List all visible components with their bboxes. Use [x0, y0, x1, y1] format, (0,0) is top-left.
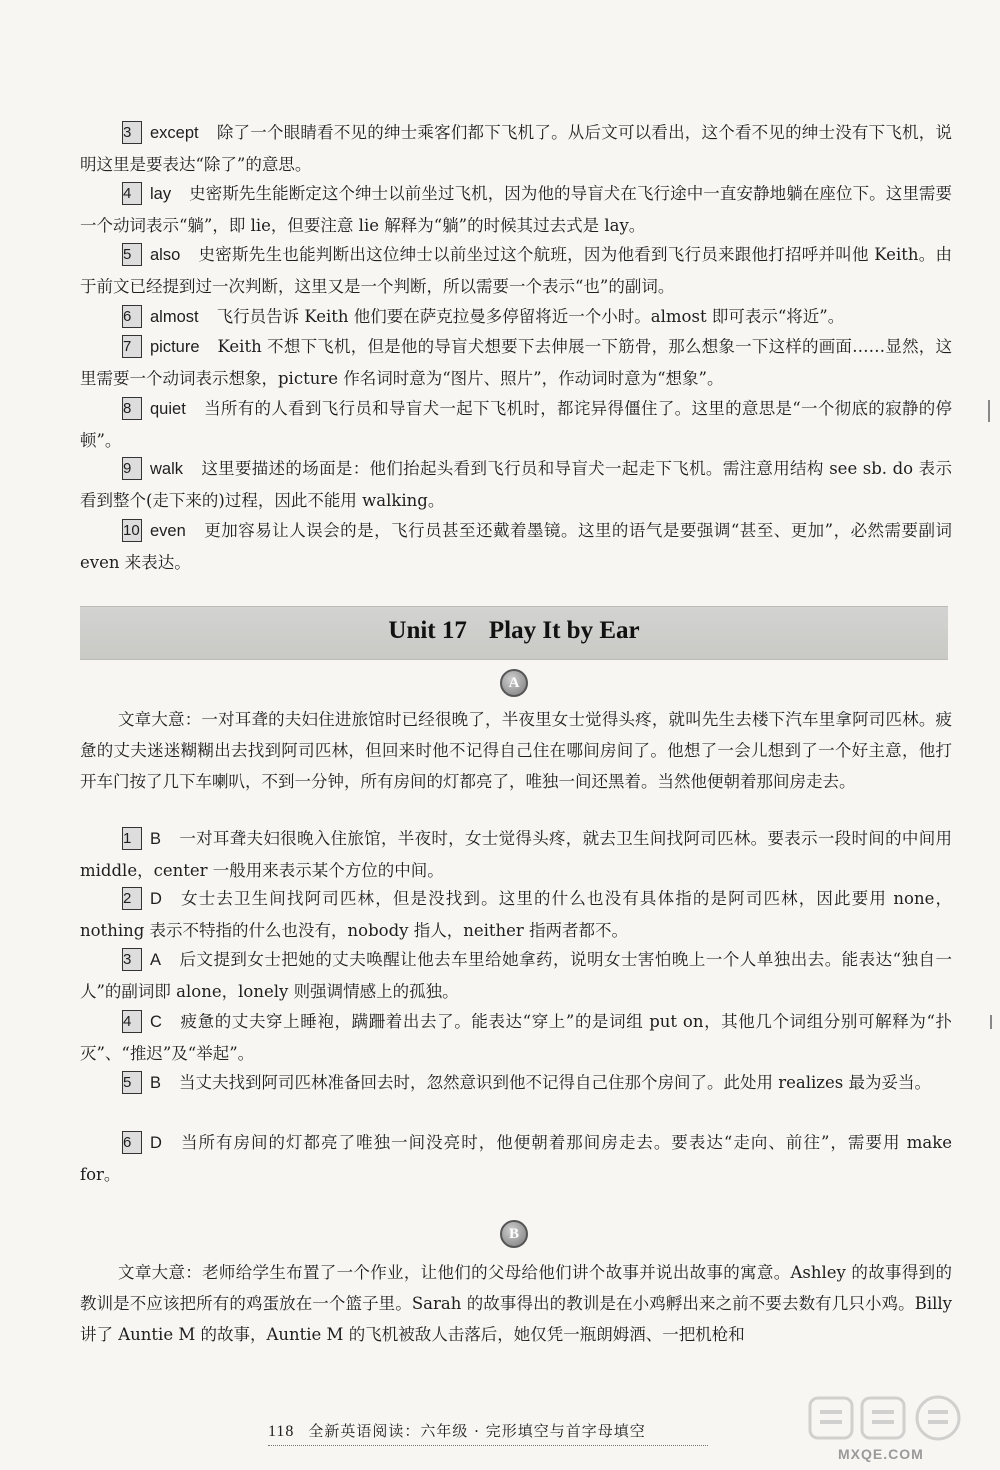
scan-mark: [988, 400, 990, 422]
section-a-badge: A: [500, 669, 528, 697]
explanation-text: 后文提到女士把她的丈夫唤醒让他去车里给她拿药，说明女士害怕晚上一个人单独出去。能表达“独自一人”的副词即 alone，lonely 则强调情感上的孤独。: [80, 950, 952, 1001]
explanation-item: [80, 331, 952, 394]
section-b-badge: B: [500, 1220, 528, 1248]
answer-word: picture: [150, 338, 200, 356]
footer-divider: [268, 1445, 708, 1446]
explanation-text: 当丈夫找到阿司匹林准备回去时，忽然意识到他不记得自己住那个房间了。此处用 realizes 最为妥当。: [179, 1073, 931, 1092]
item-number: 6: [122, 305, 142, 328]
explanation-item: [80, 117, 952, 180]
answer-word: even: [150, 522, 186, 540]
explanation-item: [80, 393, 952, 456]
section-b-summary: 文章大意：老师给学生布置了一个作业，让他们的父母给他们讲个故事并说出故事的寓意。Ashley 的故事得到的教训是不应该把所有的鸡蛋放在一个篮子里。Sarah 的故事得出的教训是在小鸡孵出来之前不要去数有几只小鸡。Billy 讲了 Auntie M 的故事，Auntie M 的飞机被敌人击落后，她仅凭一瓶朗姆酒、一把机枪和: [80, 1263, 952, 1344]
explanation-text: 更加容易让人误会的是，飞行员甚至还戴着墨镜。这里的语气是要强调“甚至、更加”，必然需要副词 even 来表达。: [80, 521, 952, 572]
explanation-item: [80, 1067, 952, 1099]
explanation-item: [80, 1006, 952, 1069]
item-number: 5: [122, 243, 142, 266]
explanation-text: 当所有房间的灯都亮了唯独一间没亮时，他便朝着那间房走去。要表达“走向、前往”，需要用 make for。: [80, 1133, 952, 1184]
explanation-text: 除了一个眼睛看不见的绅士乘客们都下飞机了。从后文可以看出，这个看不见的绅士没有下飞机，说明这里是要表达“除了”的意思。: [80, 123, 952, 174]
answer-letter: B: [150, 1074, 162, 1092]
answer-letter: A: [150, 951, 162, 969]
explanation-item: [80, 944, 952, 1007]
item-number: 8: [122, 397, 142, 420]
item-number: 3: [122, 121, 142, 144]
section-a-summary: 文章大意：一对耳聋的夫妇住进旅馆时已经很晚了，半夜里女士觉得头疼，就叫先生去楼下汽车里拿阿司匹林。疲惫的丈夫迷迷糊糊出去找到阿司匹林，但回来时他不记得自己住在哪间房间了。他想了一会儿想到了一个好主意，他打开车门按了几下车喇叭，不到一分钟，所有房间的灯都亮了，唯独一间还黑着。当然他便朝着那间房走去。: [80, 710, 952, 791]
book-title: 全新英语阅读：六年级 · 完形填空与首字母填空: [308, 1422, 646, 1440]
explanation-text: 史密斯先生能断定这个绅士以前坐过飞机，因为他的导盲犬在飞行途中一直安静地躺在座位下。这里需要一个动词表示“躺”，即 lie，但要注意 lie 解释为“躺”的时候其过去式是 lay。: [80, 184, 952, 235]
answer-word: walk: [150, 460, 184, 478]
explanation-item: [80, 883, 952, 946]
explanation-text: Keith 不想下飞机，但是他的导盲犬想要下去伸展一下筋骨，那么想象一下这样的画面……显然，这里需要一个动词表示想象，picture 作名词时意为“图片、照片”，作动词时意为“想象”。: [80, 337, 952, 388]
explanation-item: [80, 178, 952, 241]
item-number: 7: [122, 335, 142, 358]
answer-letter: D: [150, 1134, 162, 1152]
page-footer: [268, 1420, 646, 1441]
answer-letter: B: [150, 830, 162, 848]
item-number: 3: [122, 948, 142, 971]
answer-letter: C: [150, 1013, 162, 1031]
item-number: 6: [122, 1131, 142, 1154]
answer-word: almost: [150, 308, 199, 326]
answer-word: except: [150, 124, 199, 142]
page-number: 118: [268, 1423, 295, 1440]
explanation-text: 疲惫的丈夫穿上睡袍，蹒跚着出去了。能表达“穿上”的是词组 put on，其他几个词组分别可解释为“扑灭”、“推迟”及“举起”。: [80, 1012, 952, 1063]
item-number: 5: [122, 1071, 142, 1094]
explanation-item: [80, 1127, 952, 1190]
answer-word: lay: [150, 185, 172, 203]
explanation-text: 飞行员告诉 Keith 他们要在萨克拉曼多停留将近一个小时。almost 即可表示“将近”。: [216, 307, 845, 326]
explanation-text: 这里要描述的场面是：他们抬起头看到飞行员和导盲犬一起走下飞机。需注意用结构 see sb. do 表示看到整个(走下来的)过程，因此不能用 walking。: [80, 459, 952, 510]
unit-number: Unit 17: [388, 617, 467, 644]
item-number: 1: [122, 827, 142, 850]
explanation-text: 当所有的人看到飞行员和导盲犬一起下飞机时，都诧异得僵住了。这里的意思是“一个彻底的寂静的停顿”。: [80, 399, 952, 450]
explanation-item: [80, 301, 952, 333]
item-number: 9: [122, 457, 142, 480]
explanation-item: [80, 239, 952, 302]
item-number: 4: [122, 182, 142, 205]
unit-name: Play It by Ear: [488, 617, 640, 644]
item-number: 4: [122, 1010, 142, 1033]
explanation-text: 一对耳聋夫妇很晚入住旅馆，半夜时，女士觉得头疼，就去卫生间找阿司匹林。要表示一段时间的中间用 middle，center 一般用来表示某个方位的中间。: [80, 829, 952, 880]
watermark-text: MXQE.COM: [838, 1446, 924, 1462]
explanation-text: 女士去卫生间找阿司匹林，但是没找到。这里的什么也没有具体指的是阿司匹林，因此要用 none，nothing 表示不特指的什么也没有，nobody 指人，neither 指两者都不。: [80, 889, 952, 940]
answer-word: also: [150, 246, 181, 264]
answer-word: quiet: [150, 400, 186, 418]
explanation-item: [80, 823, 952, 886]
item-number: 2: [122, 887, 142, 910]
explanation-text: 史密斯先生也能判断出这位绅士以前坐过这个航班，因为他看到飞行员来跟他打招呼并叫他 Keith。由于前文已经提到过一次判断，这里又是一个判断，所以需要一个表示“也”的副词。: [80, 245, 952, 296]
answer-letter: D: [150, 890, 162, 908]
unit-title: [80, 617, 948, 645]
item-number: 10: [122, 519, 142, 542]
explanation-item: [80, 515, 952, 578]
unit-header-bar: [80, 606, 948, 660]
scan-mark: [990, 1015, 992, 1029]
explanation-item: [80, 453, 952, 516]
